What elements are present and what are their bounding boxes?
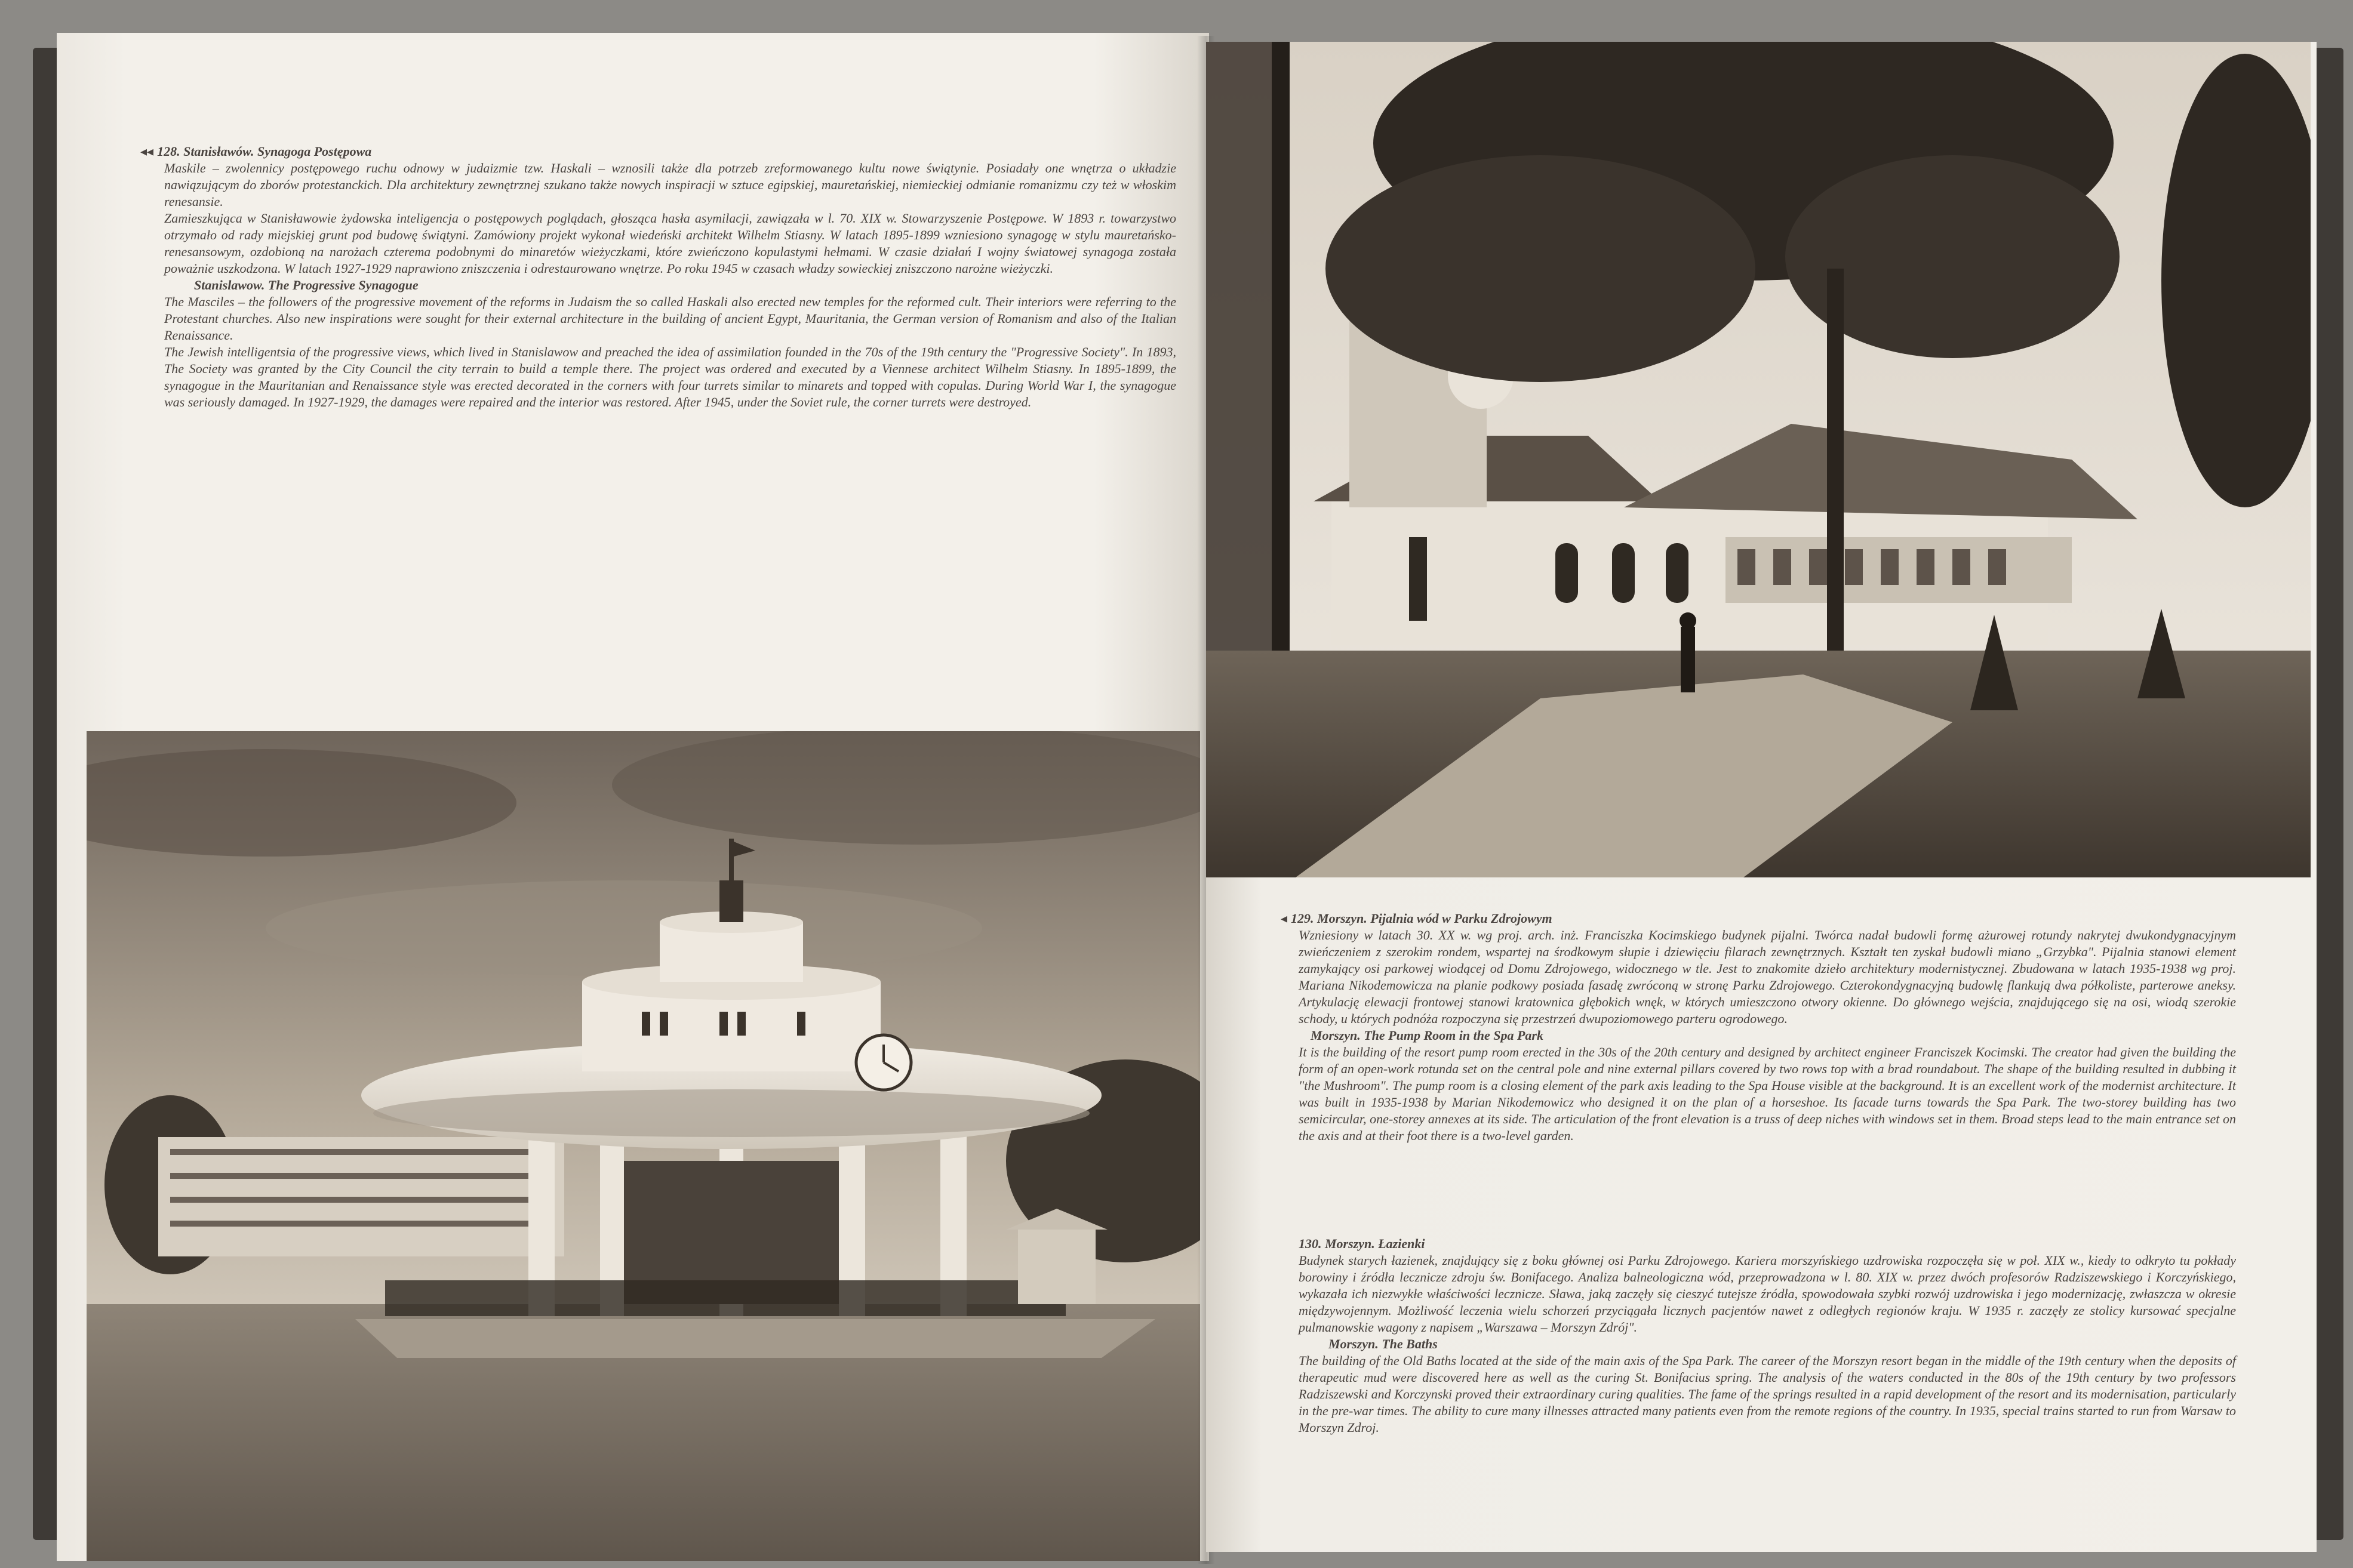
entry-130-title: 130. Morszyn. Łazienki (1299, 1236, 1425, 1251)
entry-129-pl-text: Wzniesiony w latach 30. XX w. wg proj. arch. inż. Franciszka Kocimskiego budynek pijalni. Twórca nadał budowli formę ażurowej rotundy nakrytej dwukondygnacyjnym zwieńczeniem z szerokim rondem, wspartej na środkowym słupie i dziewięciu filarach zewnętrznych. Kształt ten zyskał budowli miano „Grzybka". Pijalnia stanowi element zamykający osi parkowej wiodącej od Domu Zdrojowego, widocznego w tle. Jest to znakomite dzieło architektury modernistycznej. Zbudowana w latach 1935-1938 wg proj. Mariana Nikodemowicza na planie podkowy posiada fasadę zwróconą w stronę Parku Zdrojowego. Czterokondygnacyjną budowlę flankują dwa półkoliste, parterowe aneksy. Artykulację elewacji frontowej stanowi kratownica głębokich wnęk, w których umieszczono otwory okienne. Do głównego wejścia, znajdującego się na osi, wiodą szerokie schody, u których podnóża rozpoczyna się przestrzeń dwupoziomowego parteru ogrodowego. (1299, 928, 2236, 1026)
entry-130-en-text: The building of the Old Baths located at the side of the main axis of the Spa Park. The career of the Morszyn resort began in the middle of the 19th century when the deposits of therapeutic mud were discovered here as well as the curing St. Bonifacius spring. The analysis of the waters conducted in the 80s of the 19th century by two professors Radziszewski and Korczynski proved their extraordinary curing qualities. The fame of the springs resulted in a rapid development of the resort and its modernisation, particularly in the pre-war times. The ability to cure many illnesses attracted many patients even from the remote regions of the country. In 1935, special trains started to run from Warsaw to Morszyn Zdroj. (1299, 1353, 2236, 1435)
right-page (1206, 42, 2317, 1552)
entry-128-en-text-1: The Masciles – the followers of the progressive movement of the reforms in Judaism the so called Haskali also erected new temples for the reformed cult. Their interiors were referring to the Protestant churches. Also new inspirations were sought for their external architecture in the building of ancient Egypt, Mauritania, the German version of Romanism and also of the Italian Renaissance. (164, 294, 1176, 343)
pump-room-photo (87, 731, 1200, 1561)
entry-128-pl-text-2: Zamieszkująca w Stanisławowie żydowska inteligencja o postępowych poglądach, głosząca hasła asymilacji, zawiązała w l. 70. XIX w. Stowarzyszenie Postępowe. W 1893 r. towarzystwo otrzymało od rady miejskiej grunt pod budowę świątyni. Zamówiony projekt wykonał wiedeński architekt Wilhelm Stiasny. W latach 1895-1899 wzniesiono synagogę w stylu mauretańsko-renesansowym, ozdobioną na narożach czterema podobnymi do minaretów wieżyczkami, które zwieńczono kopulastymi hełmami. W czasie działań I wojny światowej synagoga została poważnie uszkodzona. W latach 1927-1929 naprawiono zniszczenia i odrestaurowano wnętrze. Po roku 1945 w czasach władzy sowieckiej zniszczono narożne wieżyczki. (164, 211, 1176, 276)
entry-129-en-title: Morszyn. The Pump Room in the Spa Park (1311, 1028, 1543, 1043)
entry-128-en-text-2: The Jewish intelligentsia of the progressive views, which lived in Stanislawow and preached the idea of assimilation founded in the 70s of the 19th century the "Progressive Society". In 1893, The Society was granted by the City Council the city terrain to build a temple there. The project was ordered and executed by a Viennese architect Wilhelm Stiasny. In 1895-1899, the synagogue in the Mauritanian and Renaissance style was erected decorated in the corners with four turrets similar to minarets and topped with copulas. During World War I, the synagogue was seriously damaged. In 1927-1929, the damages were repaired and the interior was restored. After 1945, under the Soviet rule, the corner turrets were destroyed. (164, 344, 1176, 409)
entry-129-title: ◂ 129. Morszyn. Pijalnia wód w Parku Zdrojowym (1281, 911, 1552, 926)
left-page (57, 33, 1209, 1561)
entry-128-pl-text-1: Maskile – zwolennicy postępowego ruchu odnowy w judaizmie tzw. Haskali – wznosili także dla potrzeb zreformowanego kultu nowe świątynie. Posiadały one wnętrza o układzie nawiązującym do zborów protestanckich. Dla architektury zewnętrznej szukano także nowych inspiracji w sztuce egipskiej, mauretańskiej, niemieckiej odmianie romanizmu czy też w włoskim renesansie. (164, 161, 1176, 209)
entry-129-en-text: It is the building of the resort pump room erected in the 30s of the 20th century and designed by architect engineer Franciszek Kocimski. The creator had given the building the form of an open-work rotunda set on the central pole and nine external pillars covered by two rows top with a brad roundabout. The shape of the building resulted in dubbing it "the Mushroom". The pump room is a closing element of the park axis leading to the Spa House visible at the background. It is an excellent work of the modernist architecture. It was built in 1935-1938 by Marian Nikodemowicz who designed it on the plan of a horseshoe. Its facade turns towards the Spa Park. The two-storey building has two semicircular, one-storey annexes at its side. The articulation of the front elevation is a truss of deep niches with windows set in them. Broad steps lead to the main entrance set on the axis and at their foot there is a two-level garden. (1299, 1045, 2236, 1143)
entry-130-pl-text: Budynek starych łazienek, znajdujący się z boku głównej osi Parku Zdrojowego. Kariera morszyńskiego uzdrowiska rozpoczęła się w poł. XIX w., kiedy to odkryto tu pokłady borowiny i źródła lecznicze zdroju św. Bonifacego. Analiza balneologiczna wód, przeprowadzona w l. 80. XIX w. przez dwóch profesorów Radziszewskiego i Korczyńskiego, wykazała ich niezwykłe właściwości lecznicze. Sława, jaką zaczęły się cieszyć tutejsze źródła, spowodowała szybki rozwój uzdrowiska i jego modernizację, zwłaszcza w okresie międzywojennym. Możliwość leczenia wielu schorzeń przyciągała licznych pacjentów nawet z odległych regionów kraju. W 1935 r. zaczęły ze stolicy kursować specjalne pulmanowskie wagony z napisem „Warszawa – Morszyn Zdrój". (1299, 1253, 2236, 1335)
back-arrow-icon: ◂ (1281, 911, 1288, 926)
baths-photo (1206, 42, 2311, 877)
entry-130-en-title: Morszyn. The Baths (1328, 1336, 1438, 1351)
back-arrow-icon: ◂◂ (140, 144, 154, 159)
entry-129-caption (1281, 910, 2236, 1144)
entry-128-title: ◂◂ 128. Stanisławów. Synagoga Postępowa (140, 144, 372, 159)
entry-128-caption (140, 143, 1176, 411)
entry-128-en-title: Stanislawow. The Progressive Synagogue (194, 278, 419, 292)
entry-130-caption (1299, 1236, 2236, 1436)
